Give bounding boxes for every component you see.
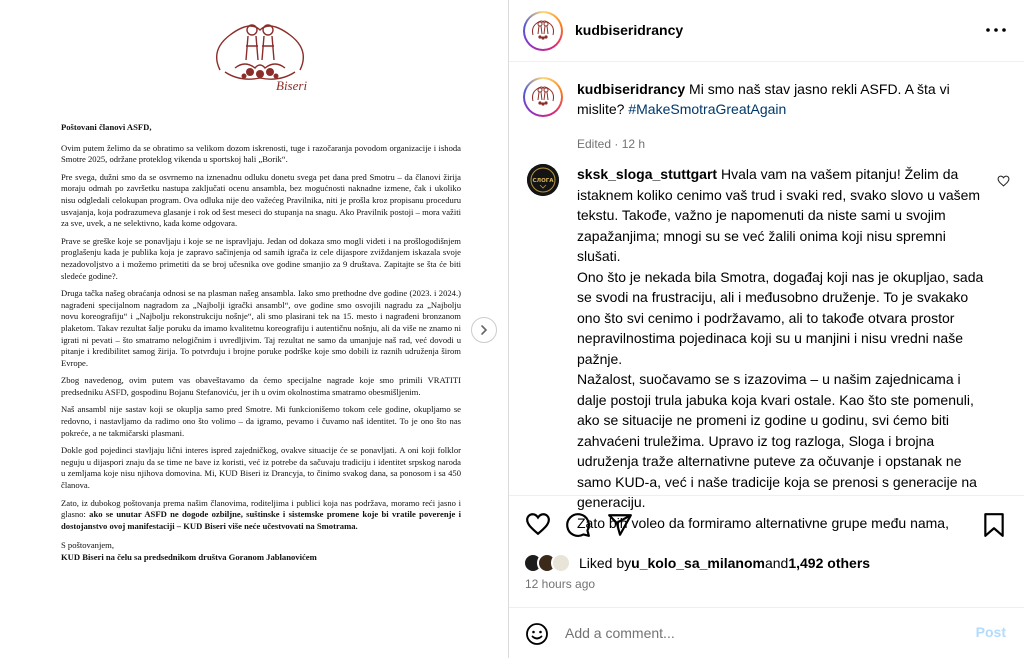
comment-icon [565,512,591,538]
more-options-button[interactable] [984,18,1008,42]
post-image [0,0,508,658]
liker-avatar [551,553,571,573]
share-icon [607,512,633,538]
letter-sign-off: S poštovanjem, [61,540,114,551]
likes-count[interactable]: 1,492 others [788,555,871,571]
comment-like-button[interactable] [997,174,1011,188]
emoji-button[interactable] [525,622,549,646]
next-slide-button[interactable] [471,317,497,343]
letter-paragraph: Naš ansambl nije sastav koji se okuplja samo pred Smotre. Mi funkcionišemo tokom cele godine, okupljamo se redovno, i nastavljamo da radimo ono što volimo – da igramo, pevamo i čuvamo naš identitet. To je ono što nas pokreće, a ne takmičarski plasmani. [61,404,461,438]
comment-paragraph: Zato bih voleo da formiramo alternativne grupe među nama, [577,514,949,531]
letter-paragraph: Prave se greške koje se ponavljaju i koje se ne ispravljaju. Jedan od dokaza smo mogli videti i na prošlogodišnjem proglašenju kada je publika koja je zapravo sačinjenja od samih igrača iz cele dijaspore zviždanjem iskazala svoje nezadovoljstvo a i možemo primetiti da se broj učesnika ove godine smanjio za 9 društava. Zapitajte se šta će biti sledeće godine?. [61,235,461,281]
caption-body: Mi smo naš stav jasno rekli ASFD. A šta vi mislite? [577,81,950,117]
post-timestamp[interactable]: 12 hours ago [525,577,596,591]
comment-button[interactable] [565,512,591,538]
comment-paragraph: Ono što je nekada bila Smotra, događaj koji nas je okupljao, sada se svodi na frustraciju, ali i međusobno druženje. To je svakako ono što svi cenimo i podržavamo, ali to takođe otvara prostor nepravilnostima pojedinaca koji su u manjini i nisu vredni naše pažnje. [577,268,984,367]
share-button[interactable] [607,512,633,538]
letter-paragraph: Druga tačka našeg obraćanja odnosi se na plasman našeg ansambla. Iako smo prethodne dve godine (2023. i 2024.) nagrađeni specijalnom nagradom za „Najbolji igrački ansambl“, ove godine smo osvojili nagradu za „Najbolju novu koreografiju“ i „Najbolju rekonstrukciju nošnje“, ali smo plasirani tek na 15. mesto i nagrađeni bronzanom plaketom. Takav rezultat šalje poruku da imamo kvalitetnu koreografiju i autentičnu nošnju, ali da više ne znamo ni igrati ni pevati – što smatramo nelogičnim i uvredljivim. Taj rezultat ne samo da umanjuje naš rad, već dovodi u pitanje i kredibilitet samog žirija. To potvrđuju i brojne poruke podrške koje smo dobili iz raznih udruženja širom Evrope. [61,288,461,368]
caption-text [577,79,997,119]
add-comment-bar [509,607,1024,658]
letter-paragraph: Zbog navedenog, ovim putem vas obaveštavamo da ćemo specijalne nagrade koje smo primili VRATITI predsedniku ASFD, gospodinu Bojanu Stefanoviću, jer ih u ovim okolnostima smatramo obesmišljenim. [61,375,461,397]
letter-text [61,122,461,570]
commenter-username[interactable]: sksk_sloga_stuttgart [577,166,718,182]
kud-biseri-logo [200,10,320,100]
letter-paragraph: Ovim putem želimo da se obratimo sa velikom dozom iskrenosti, tuge i razočaranja povodom organizacije i ishoda Smotre 2025, održane proteklog vikenda u sportskoj hali „Borik“. [61,142,461,165]
letter-final-normal: Zato, iz dubokog poštovanja prema našim članovima, roditeljima i publici koja nas podržava, moramo reći jasno i glasno: [61,497,461,520]
emoji-icon [525,622,549,646]
svg-text:Biseri: Biseri [276,78,308,93]
likes-summary [523,552,870,574]
caption-meta: Edited · 12 h [577,137,646,151]
chevron-right-icon [478,324,490,336]
svg-text:СЛОГА: СЛОГА [532,178,554,184]
bookmark-icon [983,512,1005,538]
like-button[interactable] [525,512,551,538]
likes-user[interactable]: u_kolo_sa_milanom [631,555,765,571]
more-horizontal-icon [986,28,1006,32]
letter-paragraph-final [61,498,461,533]
letter-paragraph: Dokle god pojedinci stavljaju lični interes ispred zajedničkog, ovakve situacije će se ponavljati. A oni koji folklor neguju u dijaspori znaju da se time ne bave iz koristi, već iz potrebe da sačuvaju tradiciju i identitet srpskog naroda u zemljama koje nisu njihova domovina. Mi, KUD Biseri iz Drancyja, to činimo svakog dana, sa ponosom i sa 450 članova. [61,445,461,491]
letter-final-bold: ako se unutar ASFD ne dogode ozbiljne, suštinske i sistemske promene koje bi vratile poverenje i dostojanstvo ovoj manifestaciji – KUD Biseri više neće učestvovati na Smotrama. [61,509,461,531]
letter-paragraph: Pre svega, dužni smo da se osvrnemo na iznenadnu odluku donetu svega pet dana pred Smotru – da članovi žirija moraju odmah po završetku nastupa zaključati ocenu ansambla, bez mogućnosti naknadne izmene, čak i ukoliko nisu odgledali celokupan program. Ova odluka nije deo važećeg Pravilnika, niti je prošla kroz propisanu proceduru usvajanja, koja podrazumeva glasanje i rok od šest meseci do stupanja na snagu. Ako Pravilnik postoji – mora važiti za sve, uvek, a ne selektivno, kada kome odgovara. [61,171,461,229]
author-avatar[interactable] [523,11,563,51]
liker-avatars[interactable] [523,553,575,573]
post-side-panel [509,0,1024,658]
heart-icon [997,175,1010,187]
save-button[interactable] [983,512,1009,538]
heart-icon [525,512,551,536]
comment-paragraph: Nažalost, suočavamo se s izazovima – u našim zajednicama i dalje postoji trula jabuka koja kvari ostale. Kao što ste pomenuli, ako se situacije ne promeni iz godine u godinu, svi ćemo biti zahvaćeni truležima. Upravo iz tog razloga, Sloga i brojna udruženja traže alternativne puteve za očuvanje i opstanak ne samo KUD-a, već i naše tradicije koja se prenosi s generacije na generaciju. [577,371,977,510]
post-comment-button[interactable]: Post [975,624,1006,640]
likes-mid: and [764,555,789,571]
comment-paragraph: Hvala vam na vašem pitanju! Želim da istaknem koliko cenimo vaš trud i svaki red, svako slovo u vašem tekstu. Takođe, važno je napomenuti da niste sami u svojim zapažanjima; mnogi su se već žalili onima koji nisu spremni slušati. [577,166,981,264]
author-username[interactable]: kudbiseridrancy [575,22,684,38]
likes-prefix: Liked by [579,555,632,571]
commenter-avatar[interactable] [527,164,559,196]
comment-text [577,164,989,533]
caption-hashtag[interactable]: #MakeSmotraGreatAgain [628,101,787,117]
letter-salutation: Poštovani članovi ASFD, [61,122,152,132]
comments-area[interactable] [509,63,1024,531]
caption-username[interactable]: kudbiseridrancy [577,81,686,97]
caption-avatar[interactable] [523,77,563,117]
post-header [509,0,1024,62]
comment-input[interactable] [565,620,945,646]
letter-signature: KUD Biseri na čelu sa predsednikom društva Goranom Jablanovićem [61,552,317,562]
